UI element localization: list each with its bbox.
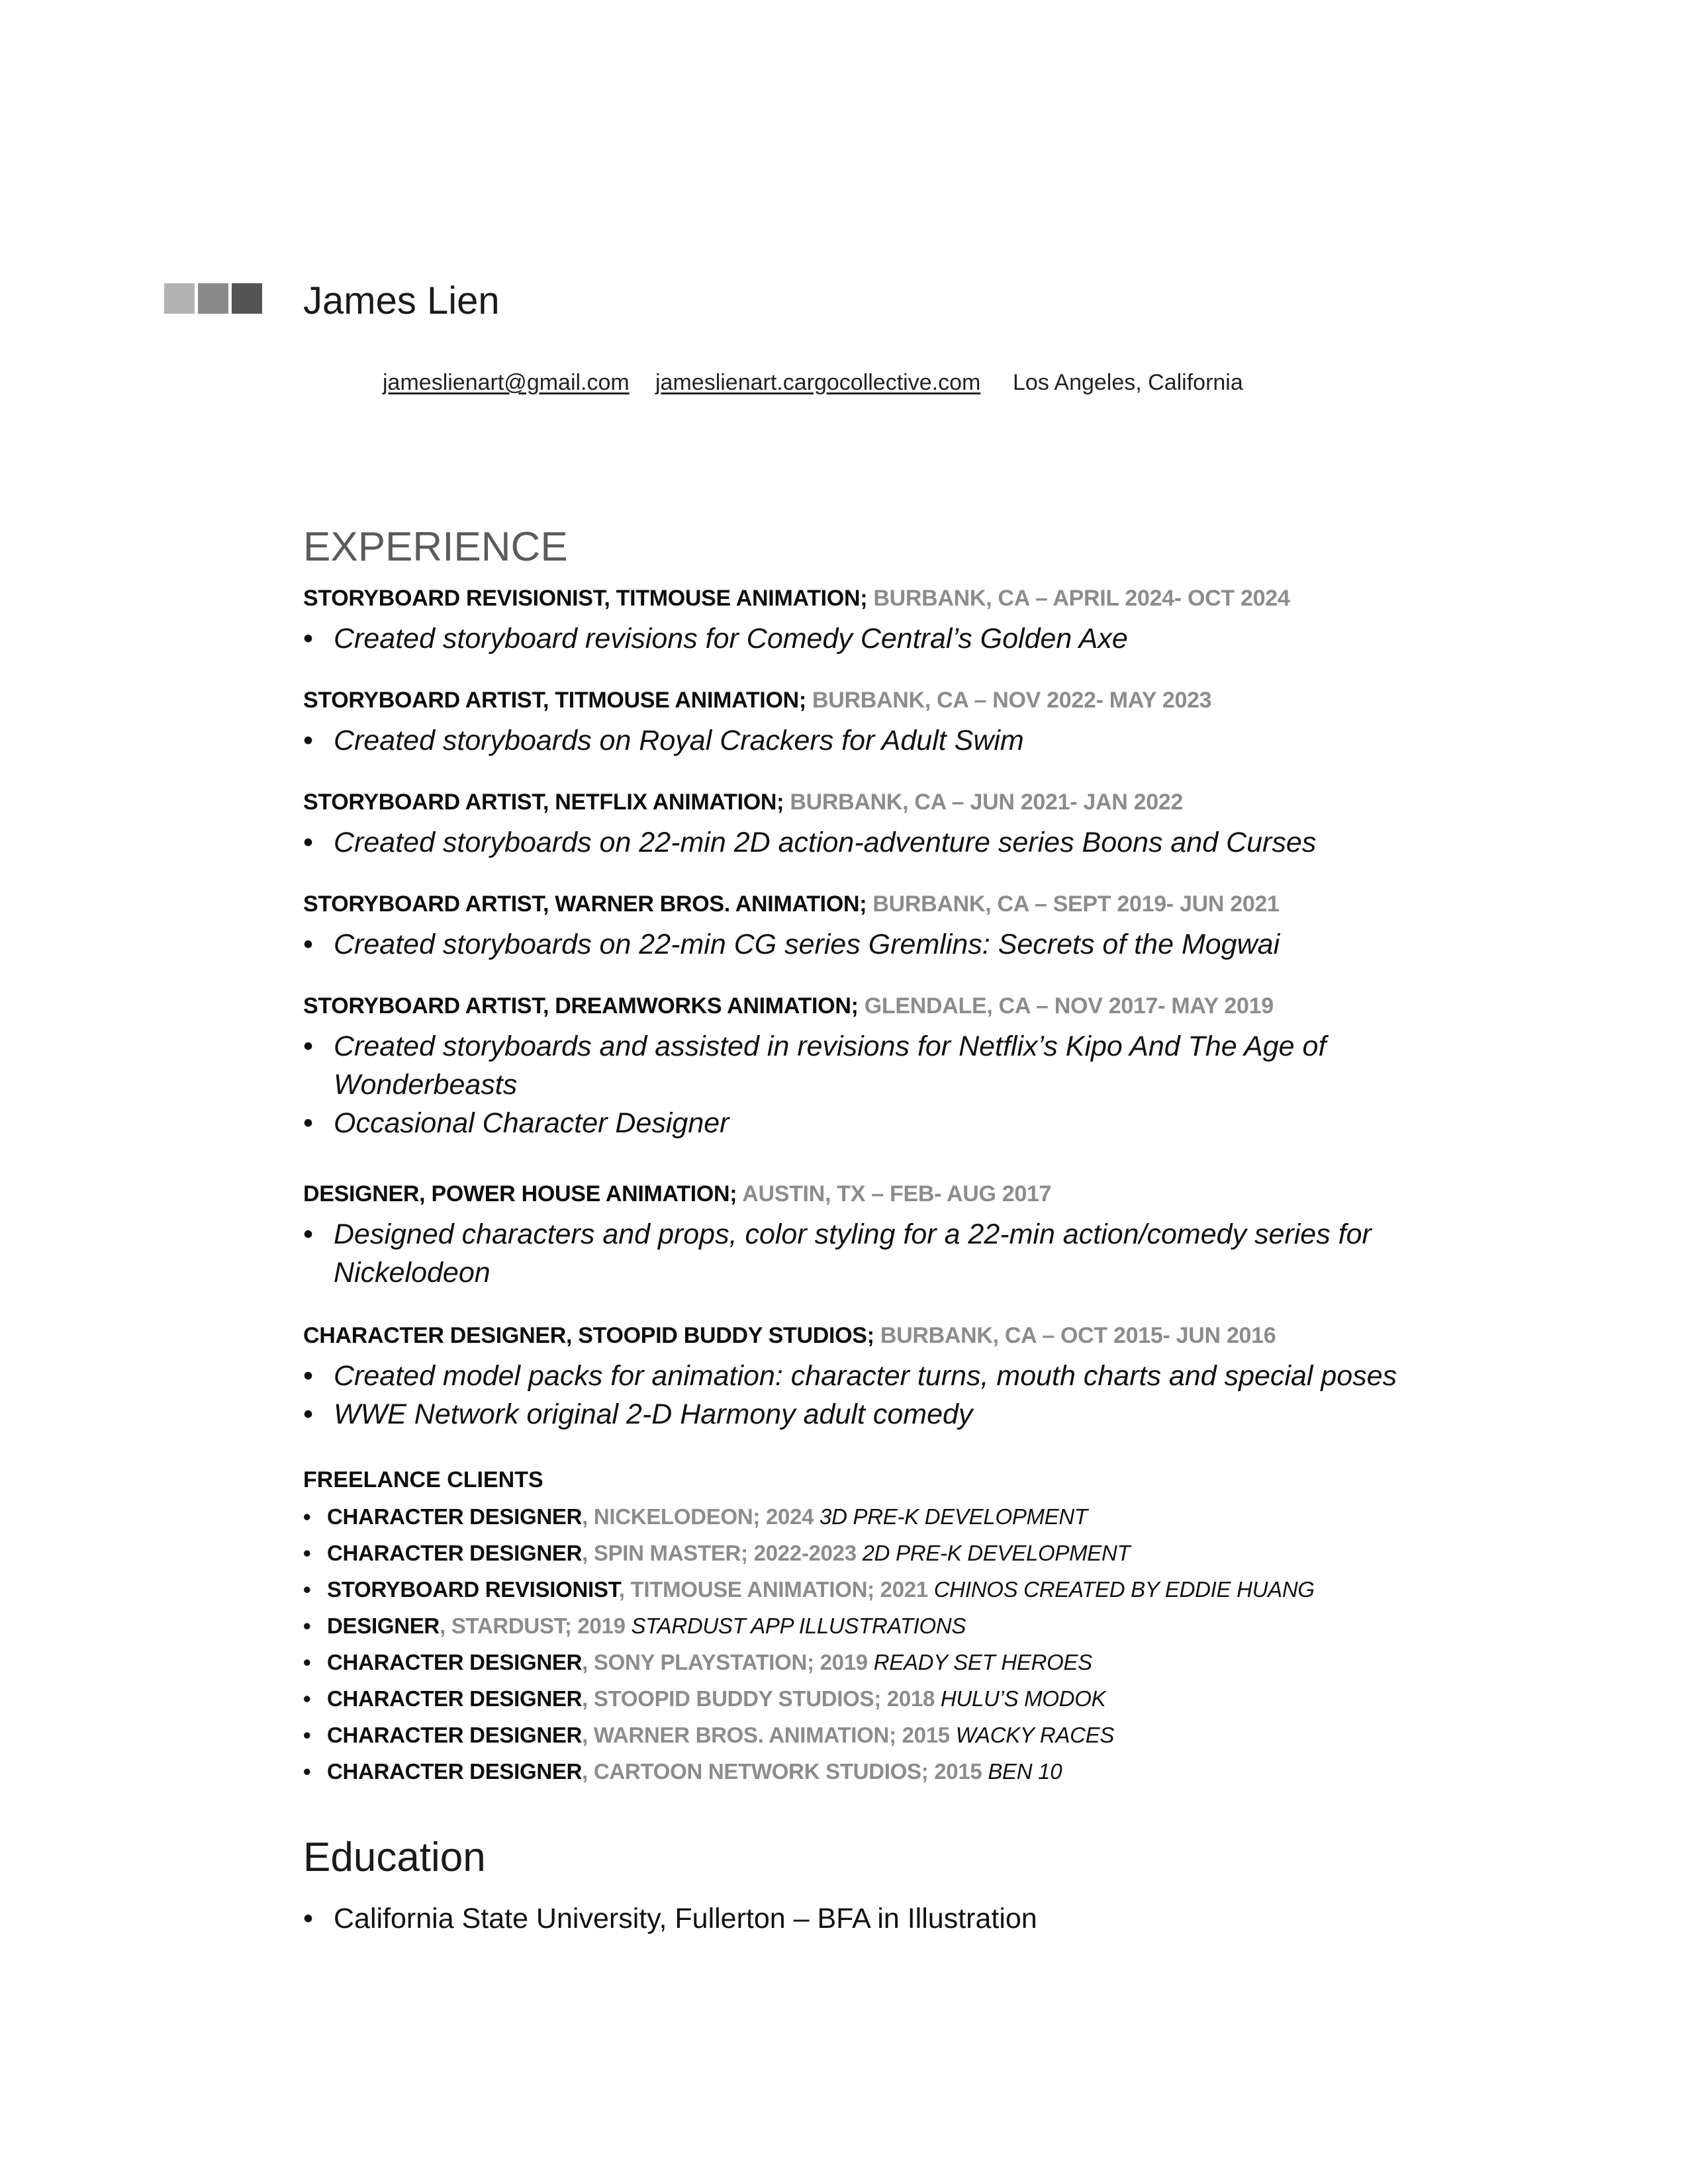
job-title: DESIGNER, POWER HOUSE ANIMATION; <box>303 1181 737 1206</box>
job-bullet <box>303 1027 1429 1104</box>
location-text: Los Angeles, California <box>1013 370 1243 395</box>
job-meta: BURBANK, CA – NOV 2022- MAY 2023 <box>806 688 1212 713</box>
freelance-project: BEN 10 <box>982 1759 1062 1784</box>
job-heading <box>303 1321 1276 1350</box>
bullet-dot: • <box>303 623 314 655</box>
freelance-item <box>303 1502 1088 1531</box>
freelance-item <box>303 1721 1114 1750</box>
job-heading <box>303 889 1280 919</box>
freelance-role: CHARACTER DESIGNER <box>327 1541 583 1565</box>
bullet-dot: • <box>303 1504 311 1529</box>
job-meta: BURBANK, CA – SEPT 2019- JUN 2021 <box>867 891 1280 917</box>
bullet-text: Created model packs for animation: character turns, mouth charts and special poses <box>334 1360 1397 1392</box>
job-bullet <box>303 1104 1429 1142</box>
email-link[interactable]: jameslienart@gmail.com <box>383 370 630 395</box>
bullet-dot: • <box>303 1360 314 1392</box>
education-item <box>303 1899 1037 1938</box>
bullet-text: WWE Network original 2-D Harmony adult comedy <box>334 1398 973 1430</box>
job-title: STORYBOARD ARTIST, DREAMWORKS ANIMATION; <box>303 993 859 1019</box>
bullet-text: Created storyboards on 22-min 2D action-adventure series Boons and Curses <box>334 827 1317 858</box>
job-meta: AUSTIN, TX – FEB- AUG 2017 <box>737 1181 1052 1206</box>
freelance-item <box>303 1539 1130 1568</box>
bullet-dot: • <box>303 1541 311 1565</box>
freelance-project: HULU’S MODOK <box>935 1686 1106 1711</box>
job-meta: BURBANK, CA – JUN 2021- JAN 2022 <box>784 790 1184 815</box>
education-heading: Education <box>303 1835 486 1880</box>
job-heading <box>303 788 1183 817</box>
freelance-item <box>303 1575 1315 1604</box>
freelance-role: CHARACTER DESIGNER <box>327 1759 583 1784</box>
freelance-item <box>303 1684 1105 1713</box>
job-bullet <box>303 823 1429 862</box>
job-heading <box>303 991 1274 1021</box>
bullet-dot: • <box>303 1650 311 1674</box>
freelance-client: , WARNER BROS. ANIMATION; 2015 <box>582 1723 950 1747</box>
freelance-project: READY SET HEROES <box>867 1650 1092 1674</box>
bullet-dot: • <box>303 1030 314 1062</box>
freelance-client: , CARTOON NETWORK STUDIOS; 2015 <box>582 1759 982 1784</box>
bullet-text: Created storyboard revisions for Comedy Central’s Golden Axe <box>334 623 1128 655</box>
freelance-heading: FREELANCE CLIENTS <box>303 1467 543 1492</box>
job-heading <box>303 686 1211 715</box>
freelance-role: CHARACTER DESIGNER <box>327 1504 583 1529</box>
freelance-client: , SONY PLAYSTATION; 2019 <box>582 1650 868 1674</box>
job-title: STORYBOARD ARTIST, WARNER BROS. ANIMATION; <box>303 891 867 917</box>
website-link[interactable]: jameslienart.cargocollective.com <box>655 370 981 395</box>
job-bullet <box>303 721 1429 760</box>
bullet-dot: • <box>303 1614 311 1638</box>
freelance-project: WACKY RACES <box>949 1723 1115 1747</box>
freelance-item <box>303 1757 1062 1786</box>
bullet-dot: • <box>303 827 314 858</box>
job-bullet <box>303 925 1429 964</box>
job-bullet <box>303 619 1429 658</box>
freelance-client: , NICKELODEON; 2024 <box>582 1504 814 1529</box>
logo-square-mid <box>198 283 228 314</box>
freelance-role: STORYBOARD REVISIONIST <box>327 1577 619 1602</box>
freelance-project: CHINOS CREATED BY EDDIE HUANG <box>927 1577 1315 1602</box>
freelance-client: , TITMOUSE ANIMATION; 2021 <box>618 1577 928 1602</box>
job-meta: BURBANK, CA – OCT 2015- JUN 2016 <box>874 1323 1276 1348</box>
job-heading <box>303 1179 1051 1208</box>
job-meta: BURBANK, CA – APRIL 2024- OCT 2024 <box>867 586 1290 611</box>
logo-square-light <box>164 283 195 314</box>
bullet-text: Created storyboards on 22-min CG series Gremlins: Secrets of the Mogwai <box>334 929 1280 960</box>
job-bullet <box>303 1357 1429 1395</box>
bullet-text: Occasional Character Designer <box>334 1107 729 1139</box>
bullet-dot: • <box>303 1723 311 1747</box>
bullet-dot: • <box>303 1577 311 1602</box>
freelance-item <box>303 1612 966 1641</box>
experience-heading: EXPERIENCE <box>303 524 568 570</box>
freelance-project: 2D PRE-K DEVELOPMENT <box>856 1541 1131 1565</box>
freelance-client: , STOOPID BUDDY STUDIOS; 2018 <box>582 1686 935 1711</box>
bullet-dot: • <box>303 1218 314 1250</box>
bullet-text: Created storyboards on Royal Crackers for Adult Swim <box>334 725 1024 756</box>
freelance-role: DESIGNER <box>327 1614 440 1638</box>
bullet-dot: • <box>303 1903 314 1934</box>
logo-squares <box>164 283 262 314</box>
job-bullet <box>303 1395 1429 1433</box>
resume-name: James Lien <box>303 279 500 322</box>
job-title: CHARACTER DESIGNER, STOOPID BUDDY STUDIOS; <box>303 1323 874 1348</box>
logo-square-dark <box>232 283 262 314</box>
freelance-role: CHARACTER DESIGNER <box>327 1650 583 1674</box>
freelance-role: CHARACTER DESIGNER <box>327 1723 583 1747</box>
education-text: California State University, Fullerton – BFA in Illustration <box>334 1903 1037 1934</box>
job-title: STORYBOARD ARTIST, TITMOUSE ANIMATION; <box>303 688 806 713</box>
bullet-dot: • <box>303 1398 314 1430</box>
bullet-dot: • <box>303 929 314 960</box>
freelance-item <box>303 1648 1092 1677</box>
freelance-role: CHARACTER DESIGNER <box>327 1686 583 1711</box>
freelance-project: STARDUST APP ILLUSTRATIONS <box>625 1614 966 1638</box>
freelance-client: , STARDUST; 2019 <box>439 1614 626 1638</box>
job-meta: GLENDALE, CA – NOV 2017- MAY 2019 <box>858 993 1274 1019</box>
bullet-text: Created storyboards and assisted in revisions for Netflix’s Kipo And The Age of Wonderbeasts <box>334 1030 1327 1101</box>
bullet-dot: • <box>303 1759 311 1784</box>
job-heading <box>303 584 1289 613</box>
freelance-client: , SPIN MASTER; 2022-2023 <box>582 1541 857 1565</box>
freelance-project: 3D PRE-K DEVELOPMENT <box>814 1504 1088 1529</box>
job-title: STORYBOARD REVISIONIST, TITMOUSE ANIMATION; <box>303 586 868 611</box>
bullet-dot: • <box>303 1686 311 1711</box>
bullet-text: Designed characters and props, color styling for a 22-min action/comedy series for Nickelodeon <box>334 1218 1372 1289</box>
bullet-dot: • <box>303 1107 314 1139</box>
bullet-dot: • <box>303 725 314 756</box>
job-title: STORYBOARD ARTIST, NETFLIX ANIMATION; <box>303 790 784 815</box>
job-bullet <box>303 1215 1429 1292</box>
